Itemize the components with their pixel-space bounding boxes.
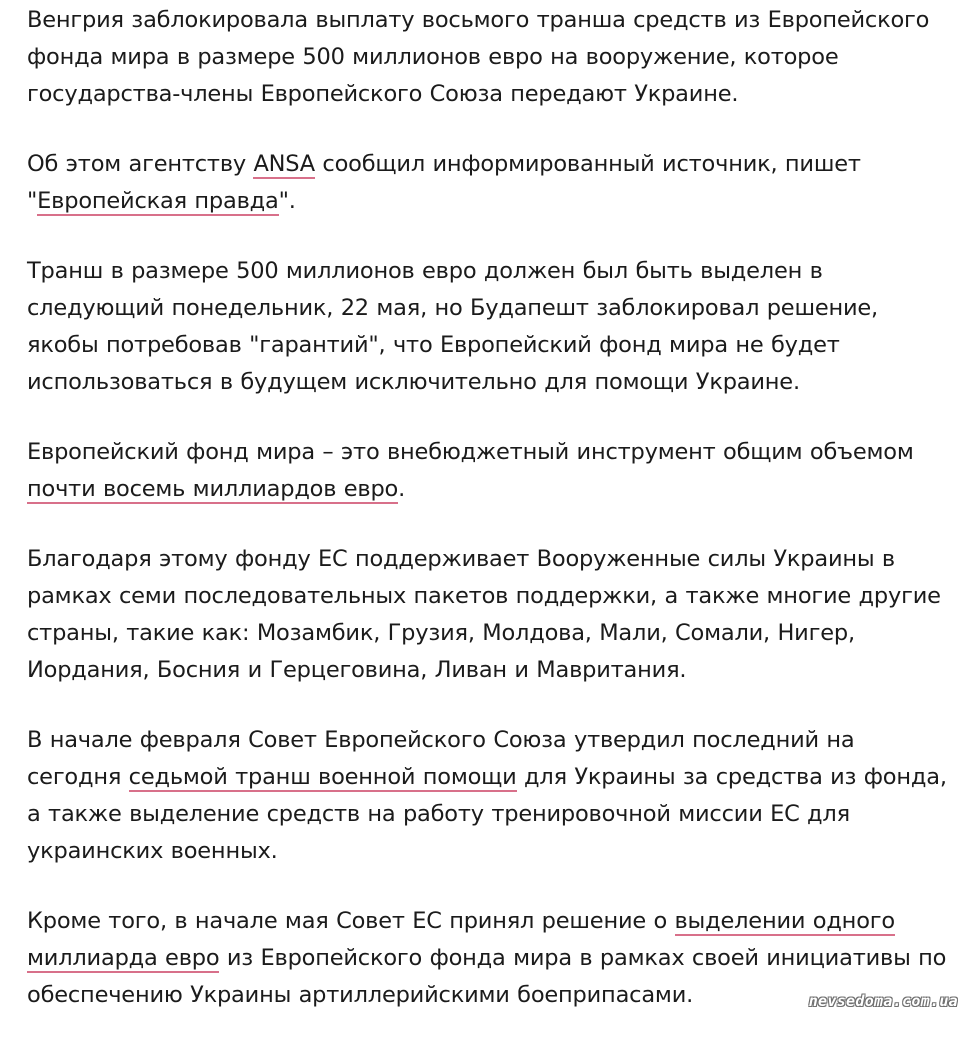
paragraph-6 [27, 722, 952, 870]
paragraph-7-post: из Европейского фонда мира в рамках своей инициативы по обеспечению Украины артиллерийскими боеприпасами. [27, 945, 947, 1008]
paragraph-4 [27, 434, 952, 508]
paragraph-2-pre: Об этом агентству [27, 151, 254, 177]
evropeyskaya-pravda-link[interactable]: Европейская правда [37, 188, 279, 214]
paragraph-1 [27, 2, 952, 113]
paragraph-1-text: Венгрия заблокировала выплату восьмого транша средств из Европейского фонда мира в размере 500 миллионов евро на вооружение, которое государства-члены Европейского Союза передают Украине. [27, 7, 930, 107]
paragraph-3-text: Транш в размере 500 миллионов евро должен был быть выделен в следующий понедельник, 22 мая, но Будапешт заблокировал решение, якобы потребовав "гарантий", что Европейский фонд мира не будет использоваться в будущем исключительно для помощи Украине. [27, 258, 879, 395]
paragraph-3 [27, 253, 952, 401]
seventh-tranche-link[interactable]: седьмой транш военной помощи [128, 764, 517, 790]
paragraph-6-post: для Украины за средства из фонда, а также выделение средств на работу тренировочной миссии ЕС для украинских военных. [27, 764, 947, 864]
paragraph-2-mid: сообщил информированный источник, пишет " [27, 151, 861, 214]
paragraph-2-post: ". [278, 188, 296, 214]
site-watermark: nevsedoma.com.ua [808, 992, 958, 1010]
paragraph-5-text: Благодаря этому фонду ЕС поддерживает Вооруженные силы Украины в рамках семи последовательных пакетов поддержки, а также многие другие страны, такие как: Мозамбик, Грузия, Молдова, Мали, Сомали, Нигер, Иордания, Босния и Герцеговина, Ливан и Мавритания. [27, 546, 941, 683]
article-body [27, 0, 952, 1047]
paragraph-2 [27, 146, 952, 220]
ansa-link[interactable]: ANSA [253, 151, 315, 177]
paragraph-7-pre: Кроме того, в начале мая Совет ЕС принял решение о [27, 908, 675, 934]
paragraph-4-pre: Европейский фонд мира – это внебюджетный инструмент общим объемом [27, 439, 914, 465]
paragraph-6-pre: В начале февраля Совет Европейского Союза утвердил последний на сегодня [27, 727, 855, 790]
paragraph-5 [27, 541, 952, 689]
paragraph-4-post: . [398, 476, 406, 502]
eight-billion-link[interactable]: почти восемь миллиардов евро [27, 476, 399, 502]
one-billion-link[interactable]: выделении одного миллиарда евро [27, 908, 895, 971]
